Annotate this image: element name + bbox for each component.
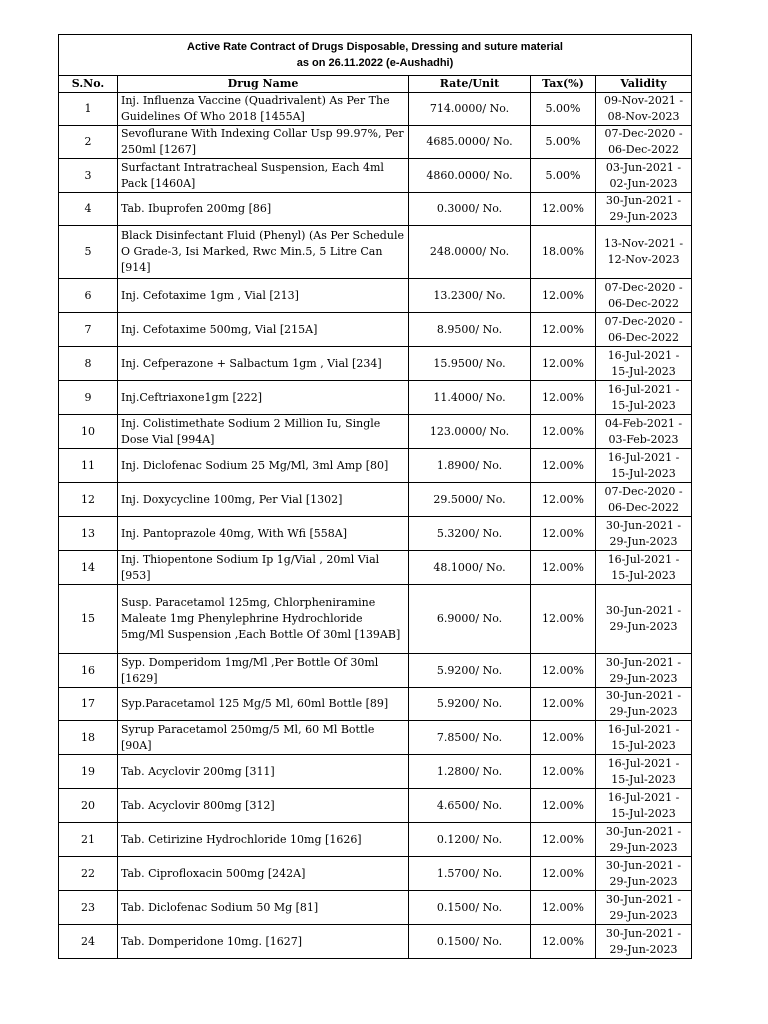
row-tax: 5.00% — [531, 126, 596, 159]
row-drug-name: Black Disinfectant Fluid (Phenyl) (As Per Schedule O Grade-3, Isi Marked, Rwc Min.5, 5 Litre Can [914] — [118, 226, 409, 279]
row-validity — [596, 449, 692, 483]
row-rate: 0.1500/ No. — [409, 891, 531, 925]
column-header-validity: Validity — [596, 76, 692, 93]
validity-from: 16-Jul-2021 - — [607, 348, 680, 362]
row-tax: 12.00% — [531, 721, 596, 755]
row-rate: 1.2800/ No. — [409, 755, 531, 789]
row-sno: 5 — [59, 226, 118, 279]
validity-from: 07-Dec-2020 - — [604, 484, 683, 498]
validity-from: 04-Feb-2021 - — [604, 416, 683, 430]
table-row — [59, 226, 692, 279]
row-rate: 4860.0000/ No. — [409, 159, 531, 193]
table-row — [59, 313, 692, 347]
row-validity — [596, 891, 692, 925]
validity-to: 29-Jun-2023 — [609, 671, 678, 685]
validity-from: 16-Jul-2021 - — [607, 382, 680, 396]
column-header-tax: Tax(%) — [531, 76, 596, 93]
row-drug-name: Syrup Paracetamol 250mg/5 Ml, 60 Ml Bottle [90A] — [118, 721, 409, 755]
row-drug-name: Inj. Thiopentone Sodium Ip 1g/Vial , 20ml Vial [953] — [118, 551, 409, 585]
column-header-drug-name: Drug Name — [118, 76, 409, 93]
row-sno: 12 — [59, 483, 118, 517]
row-tax: 12.00% — [531, 449, 596, 483]
row-validity — [596, 313, 692, 347]
row-validity — [596, 126, 692, 159]
column-header-sno: S.No. — [59, 76, 118, 93]
row-tax: 12.00% — [531, 585, 596, 654]
row-drug-name: Sevoflurane With Indexing Collar Usp 99.97%, Per 250ml [1267] — [118, 126, 409, 159]
table-row — [59, 891, 692, 925]
row-sno: 3 — [59, 159, 118, 193]
row-drug-name: Susp. Paracetamol 125mg, Chlorpheniramine Maleate 1mg Phenylephrine Hydrochloride 5mg/Ml Suspension ,Each Bottle Of 30ml [139AB] — [118, 585, 409, 654]
table-row — [59, 381, 692, 415]
validity-to: 08-Nov-2023 — [607, 110, 680, 123]
row-drug-name: Inj. Influenza Vaccine (Quadrivalent) As Per The Guidelines Of Who 2018 [1455A] — [118, 93, 409, 126]
row-tax: 12.00% — [531, 857, 596, 891]
row-sno: 14 — [59, 551, 118, 585]
table-row — [59, 857, 692, 891]
row-drug-name: Syp. Domperidom 1mg/Ml ,Per Bottle Of 30ml [1629] — [118, 654, 409, 688]
row-rate: 0.3000/ No. — [409, 193, 531, 226]
row-rate: 5.9200/ No. — [409, 688, 531, 721]
row-drug-name: Inj. Colistimethate Sodium 2 Million Iu, Single Dose Vial [994A] — [118, 415, 409, 449]
row-tax: 12.00% — [531, 313, 596, 347]
row-validity — [596, 857, 692, 891]
validity-to: 29-Jun-2023 — [609, 705, 678, 718]
row-tax: 12.00% — [531, 347, 596, 381]
row-rate: 29.5000/ No. — [409, 483, 531, 517]
row-rate: 123.0000/ No. — [409, 415, 531, 449]
row-rate: 0.1500/ No. — [409, 925, 531, 959]
row-drug-name: Inj. Doxycycline 100mg, Per Vial [1302] — [118, 483, 409, 517]
row-sno: 17 — [59, 688, 118, 721]
row-rate: 48.1000/ No. — [409, 551, 531, 585]
row-rate: 7.8500/ No. — [409, 721, 531, 755]
table-row — [59, 585, 692, 654]
table-row — [59, 93, 692, 126]
row-tax: 12.00% — [531, 755, 596, 789]
row-sno: 10 — [59, 415, 118, 449]
row-drug-name: Tab. Ciprofloxacin 500mg [242A] — [118, 857, 409, 891]
row-sno: 24 — [59, 925, 118, 959]
row-tax: 12.00% — [531, 193, 596, 226]
row-validity — [596, 755, 692, 789]
row-drug-name: Tab. Diclofenac Sodium 50 Mg [81] — [118, 891, 409, 925]
validity-to: 03-Feb-2023 — [608, 432, 679, 446]
document-title — [59, 35, 692, 76]
row-tax: 12.00% — [531, 517, 596, 551]
row-sno: 19 — [59, 755, 118, 789]
table-row — [59, 925, 692, 959]
validity-from: 30-Jun-2021 - — [605, 655, 682, 669]
row-sno: 15 — [59, 585, 118, 654]
row-sno: 4 — [59, 193, 118, 226]
row-validity — [596, 159, 692, 193]
row-drug-name: Tab. Domperidone 10mg. [1627] — [118, 925, 409, 959]
row-rate: 15.9500/ No. — [409, 347, 531, 381]
row-sno: 6 — [59, 279, 118, 313]
row-sno: 18 — [59, 721, 118, 755]
validity-from: 30-Jun-2021 - — [605, 824, 682, 838]
title-line-1: Active Rate Contract of Drugs Disposable, Dressing and suture material — [187, 41, 563, 53]
validity-from: 13-Nov-2021 - — [603, 237, 684, 250]
validity-to: 15-Jul-2023 — [611, 806, 676, 820]
table-row — [59, 126, 692, 159]
validity-to: 02-Jun-2023 — [609, 176, 678, 190]
row-tax: 12.00% — [531, 483, 596, 517]
row-validity — [596, 279, 692, 313]
validity-to: 29-Jun-2023 — [609, 874, 678, 888]
row-sno: 23 — [59, 891, 118, 925]
row-drug-name: Tab. Cetirizine Hydrochloride 10mg [1626] — [118, 823, 409, 857]
row-validity — [596, 551, 692, 585]
row-sno: 16 — [59, 654, 118, 688]
row-drug-name: Inj. Cefperazone + Salbactum 1gm , Vial [234] — [118, 347, 409, 381]
row-drug-name: Syp.Paracetamol 125 Mg/5 Ml, 60ml Bottle [89] — [118, 688, 409, 721]
row-rate: 1.5700/ No. — [409, 857, 531, 891]
row-tax: 12.00% — [531, 789, 596, 823]
validity-to: 12-Nov-2023 — [607, 253, 680, 266]
header-row — [59, 76, 692, 93]
row-drug-name: Tab. Ibuprofen 200mg [86] — [118, 193, 409, 226]
rate-contract-table — [58, 34, 692, 959]
validity-from: 16-Jul-2021 - — [607, 790, 680, 804]
validity-to: 29-Jun-2023 — [609, 620, 678, 633]
table-row — [59, 823, 692, 857]
table-row — [59, 517, 692, 551]
validity-from: 03-Jun-2021 - — [605, 160, 682, 174]
table-row — [59, 483, 692, 517]
row-validity — [596, 347, 692, 381]
row-drug-name: Inj. Cefotaxime 1gm , Vial [213] — [118, 279, 409, 313]
validity-from: 30-Jun-2021 - — [605, 194, 682, 207]
validity-from: 30-Jun-2021 - — [605, 689, 682, 702]
title-line-2: as on 26.11.2022 (e-Aushadhi) — [296, 57, 454, 69]
validity-to: 29-Jun-2023 — [609, 534, 678, 548]
validity-to: 15-Jul-2023 — [611, 398, 676, 412]
row-drug-name: Inj. Cefotaxime 500mg, Vial [215A] — [118, 313, 409, 347]
row-tax: 18.00% — [531, 226, 596, 279]
validity-from: 07-Dec-2020 - — [604, 314, 683, 328]
validity-to: 15-Jul-2023 — [611, 466, 676, 480]
validity-to: 06-Dec-2022 — [608, 143, 679, 156]
table-row — [59, 347, 692, 381]
row-validity — [596, 415, 692, 449]
row-rate: 5.9200/ No. — [409, 654, 531, 688]
row-rate: 4685.0000/ No. — [409, 126, 531, 159]
validity-to: 06-Dec-2022 — [608, 330, 679, 344]
row-validity — [596, 483, 692, 517]
row-sno: 21 — [59, 823, 118, 857]
row-drug-name: Tab. Acyclovir 200mg [311] — [118, 755, 409, 789]
row-validity — [596, 93, 692, 126]
row-rate: 4.6500/ No. — [409, 789, 531, 823]
table-row — [59, 279, 692, 313]
row-validity — [596, 381, 692, 415]
row-rate: 8.9500/ No. — [409, 313, 531, 347]
validity-from: 30-Jun-2021 - — [605, 604, 682, 617]
validity-from: 07-Dec-2020 - — [604, 280, 683, 294]
row-drug-name: Surfactant Intratracheal Suspension, Each 4ml Pack [1460A] — [118, 159, 409, 193]
row-tax: 12.00% — [531, 551, 596, 585]
table-row — [59, 654, 692, 688]
row-rate: 13.2300/ No. — [409, 279, 531, 313]
validity-to: 29-Jun-2023 — [609, 210, 678, 223]
row-sno: 1 — [59, 93, 118, 126]
row-tax: 12.00% — [531, 891, 596, 925]
validity-from: 07-Dec-2020 - — [604, 127, 683, 140]
validity-from: 30-Jun-2021 - — [605, 926, 682, 940]
row-drug-name: Inj. Pantoprazole 40mg, With Wfi [558A] — [118, 517, 409, 551]
validity-to: 06-Dec-2022 — [608, 500, 679, 514]
row-rate: 248.0000/ No. — [409, 226, 531, 279]
row-validity — [596, 585, 692, 654]
table-row — [59, 415, 692, 449]
validity-from: 30-Jun-2021 - — [605, 858, 682, 872]
row-tax: 12.00% — [531, 381, 596, 415]
title-row — [59, 35, 692, 76]
row-tax: 12.00% — [531, 688, 596, 721]
table-row — [59, 755, 692, 789]
row-drug-name: Inj.Ceftriaxone1gm [222] — [118, 381, 409, 415]
table-row — [59, 789, 692, 823]
row-tax: 12.00% — [531, 279, 596, 313]
validity-to: 15-Jul-2023 — [611, 738, 676, 752]
row-rate: 1.8900/ No. — [409, 449, 531, 483]
row-rate: 714.0000/ No. — [409, 93, 531, 126]
row-rate: 6.9000/ No. — [409, 585, 531, 654]
row-drug-name: Inj. Diclofenac Sodium 25 Mg/Ml, 3ml Amp [80] — [118, 449, 409, 483]
row-validity — [596, 654, 692, 688]
validity-from: 09-Nov-2021 - — [603, 94, 684, 107]
validity-from: 16-Jul-2021 - — [607, 756, 680, 770]
table-row — [59, 551, 692, 585]
table-row — [59, 193, 692, 226]
column-header-rate: Rate/Unit — [409, 76, 531, 93]
row-validity — [596, 721, 692, 755]
row-validity — [596, 226, 692, 279]
row-sno: 9 — [59, 381, 118, 415]
row-rate: 5.3200/ No. — [409, 517, 531, 551]
row-rate: 0.1200/ No. — [409, 823, 531, 857]
validity-to: 15-Jul-2023 — [611, 772, 676, 786]
validity-to: 15-Jul-2023 — [611, 568, 676, 582]
row-rate: 11.4000/ No. — [409, 381, 531, 415]
table-row — [59, 449, 692, 483]
row-sno: 13 — [59, 517, 118, 551]
row-validity — [596, 193, 692, 226]
row-validity — [596, 789, 692, 823]
row-tax: 12.00% — [531, 823, 596, 857]
row-tax: 12.00% — [531, 415, 596, 449]
row-validity — [596, 823, 692, 857]
validity-to: 29-Jun-2023 — [609, 908, 678, 922]
validity-from: 30-Jun-2021 - — [605, 892, 682, 906]
validity-from: 16-Jul-2021 - — [607, 552, 680, 566]
validity-from: 30-Jun-2021 - — [605, 518, 682, 532]
row-sno: 22 — [59, 857, 118, 891]
row-sno: 11 — [59, 449, 118, 483]
validity-to: 15-Jul-2023 — [611, 364, 676, 378]
row-sno: 8 — [59, 347, 118, 381]
row-validity — [596, 925, 692, 959]
row-tax: 5.00% — [531, 159, 596, 193]
table-row — [59, 688, 692, 721]
table-row — [59, 721, 692, 755]
row-tax: 12.00% — [531, 654, 596, 688]
row-tax: 12.00% — [531, 925, 596, 959]
row-validity — [596, 517, 692, 551]
validity-to: 29-Jun-2023 — [609, 942, 678, 956]
row-validity — [596, 688, 692, 721]
row-tax: 5.00% — [531, 93, 596, 126]
table-row — [59, 159, 692, 193]
table-body — [59, 93, 692, 959]
validity-from: 16-Jul-2021 - — [607, 450, 680, 464]
validity-to: 29-Jun-2023 — [609, 840, 678, 854]
validity-from: 16-Jul-2021 - — [607, 722, 680, 736]
validity-to: 06-Dec-2022 — [608, 296, 679, 310]
row-sno: 20 — [59, 789, 118, 823]
row-drug-name: Tab. Acyclovir 800mg [312] — [118, 789, 409, 823]
row-sno: 7 — [59, 313, 118, 347]
row-sno: 2 — [59, 126, 118, 159]
